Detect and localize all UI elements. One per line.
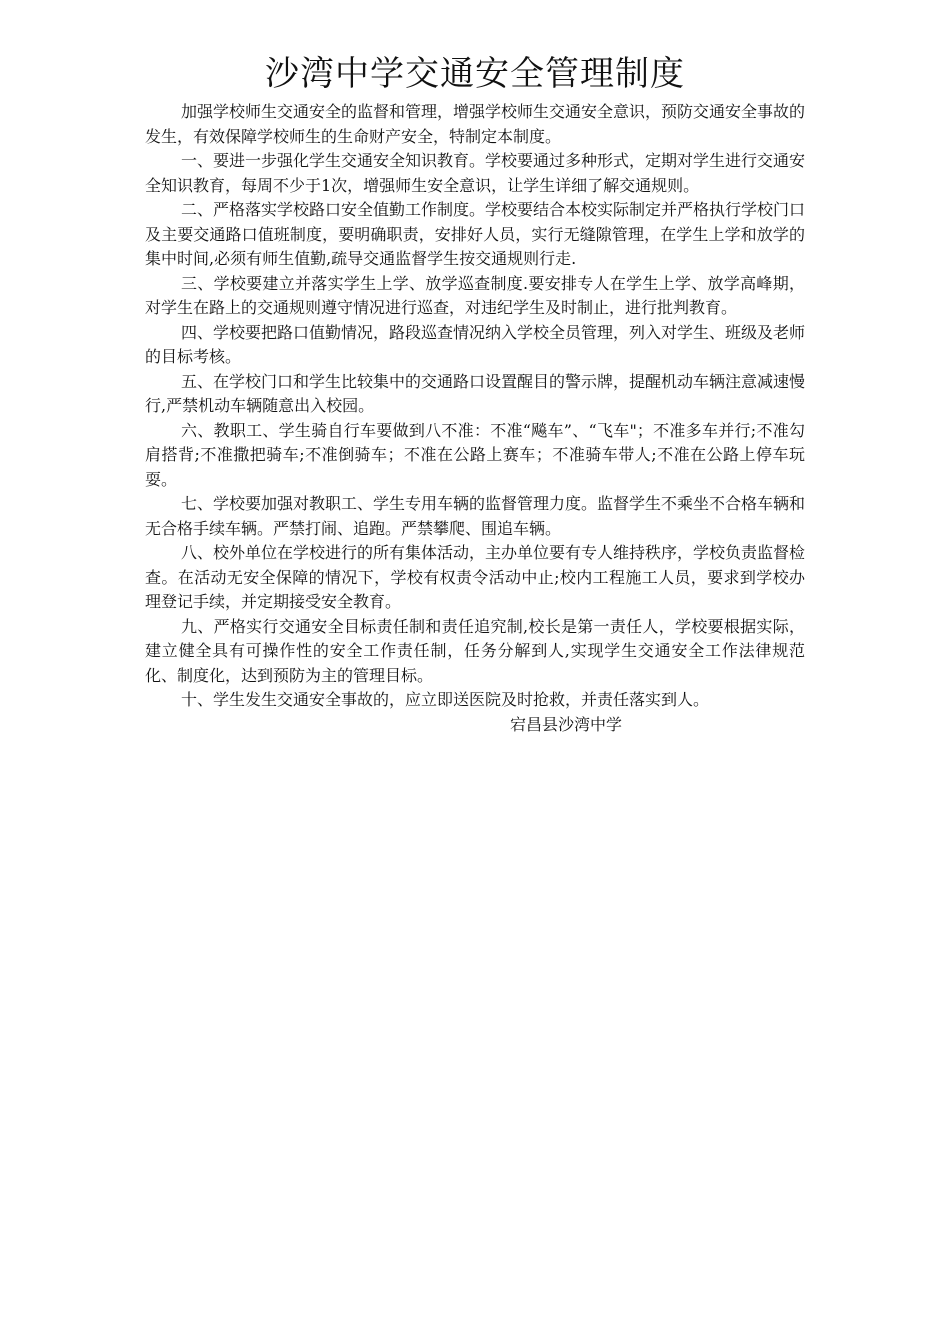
paragraph-4: 四、学校要把路口值勤情况，路段巡查情况纳入学校全员管理，列入对学生、班级及老师的目标考核。 bbox=[145, 322, 806, 366]
paragraph-3: 三、学校要建立并落实学生上学、放学巡查制度.要安排专人在学生上学、放学高峰期，对学生在路上的交通规则遵守情况进行巡查，对违纪学生及时制止，进行批判教育。 bbox=[145, 273, 805, 317]
paragraph-1: 一、要进一步强化学生交通安全知识教育。学校要通过多种形式，定期对学生进行交通安全知识教育，每周不少于1次，增强师生安全意识，让学生详细了解交通规则。 bbox=[145, 151, 806, 195]
signature: 宕昌县沙湾中学 bbox=[510, 714, 623, 734]
paragraph-6: 六、教职工、学生骑自行车要做到八不准：不准“飚车”、“飞车"；不准多车并行;不准勾肩搭背;不准撒把骑车;不准倒骑车；不准在公路上赛车；不准骑车带人;不准在公路上停车玩耍。 bbox=[145, 420, 805, 489]
paragraph-5: 五、在学校门口和学生比较集中的交通路口设置醒目的警示牌，提醒机动车辆注意减速慢行,严禁机动车辆随意出入校园。 bbox=[145, 371, 806, 415]
document-title: 沙湾中学交通安全管理制度 bbox=[265, 54, 685, 94]
paragraph-8: 八、校外单位在学校进行的所有集体活动，主办单位要有专人维持秩序，学校负责监督检查。在活动无安全保障的情况下，学校有权责令活动中止;校内工程施工人员，要求到学校办理登记手续，并定期接受安全教育。 bbox=[145, 543, 806, 611]
paragraph-9: 九、严格实行交通安全目标责任制和责任追究制,校长是第一责任人，学校要根据实际，建立健全具有可操作性的安全工作责任制，任务分解到人,实现学生交通安全工作法律规范化、制度化，达到预防为主的管理目标。 bbox=[145, 616, 805, 685]
paragraph-intro: 加强学校师生交通安全的监督和管理，增强学校师生交通安全意识，预防交通安全事故的发生，有效保障学校师生的生命财产安全，特制定本制度。 bbox=[145, 102, 806, 146]
paragraph-10: 十、学生发生交通安全事故的，应立即送医院及时抢救，并责任落实到人。 bbox=[181, 690, 710, 709]
document-page bbox=[145, 48, 805, 737]
paragraph-2: 二、严格落实学校路口安全值勤工作制度。学校要结合本校实际制定并严格执行学校门口及主要交通路口值班制度，要明确职责，安排好人员，实行无缝隙管理，在学生上学和放学的集中时间,必须有师生值勤,疏导交通监督学生按交通规则行走. bbox=[145, 200, 806, 268]
paragraph-7: 七、学校要加强对教职工、学生专用车辆的监督管理力度。监督学生不乘坐不合格车辆和无合格手续车辆。严禁打闹、追跑。严禁攀爬、围追车辆。 bbox=[145, 494, 806, 538]
